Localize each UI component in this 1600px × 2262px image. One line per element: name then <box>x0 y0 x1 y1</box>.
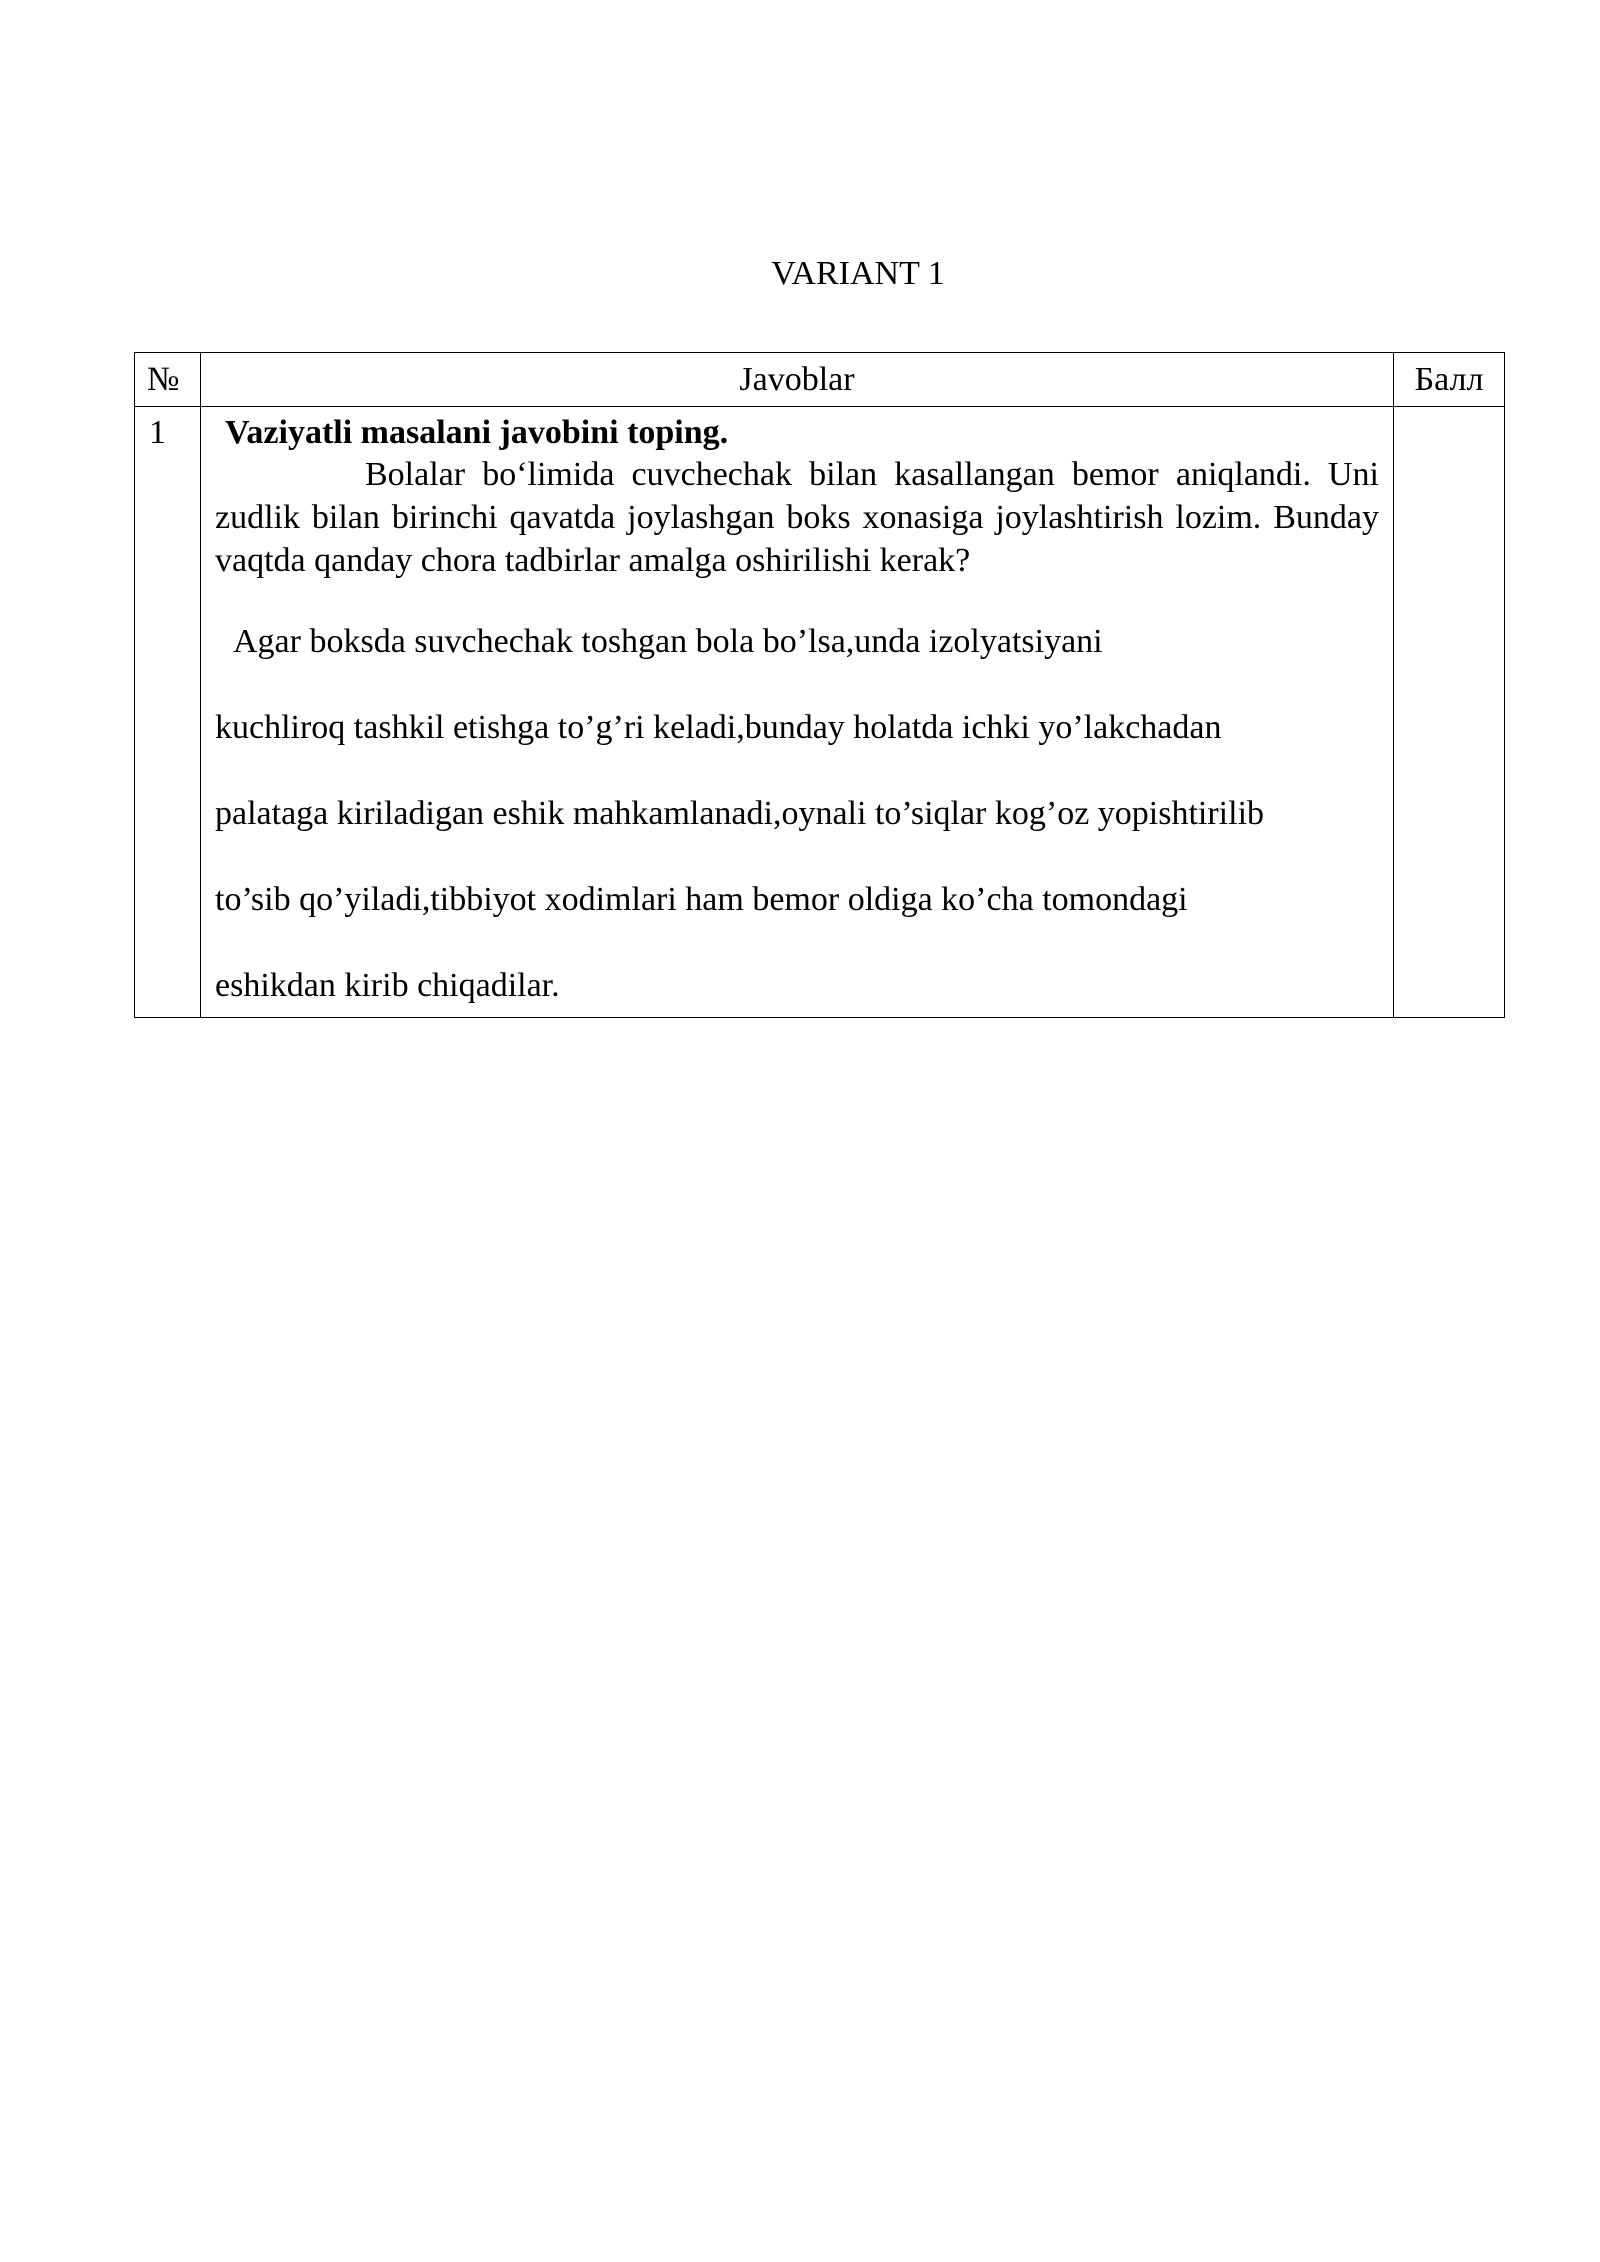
answer-line: to’sib qo’yiladi,tibbiyot xodimlari ham bemor oldiga ko’cha tomondagi <box>215 881 1188 918</box>
answer-line: kuchliroq tashkil etishga to’g’ri keladi,bunday holatda ichki yo’lakchadan <box>215 709 1222 746</box>
question-title: Vaziyatli masalani javobini toping. <box>225 414 729 451</box>
column-header-answers: Javoblar <box>201 353 1394 407</box>
answer-line: eshikdan kirib chiqadilar. <box>215 967 560 1004</box>
answer-line: Agar boksda suvchechak toshgan bola bo’lsa,unda izolyatsiyani <box>233 623 1103 660</box>
column-header-score: Балл <box>1394 353 1505 407</box>
answer-table <box>134 352 1505 1018</box>
question-text: Bolalar bo‘limida cuvchechak bilan kasallangan bemor aniqlandi. Uni zudlik bilan birinchi qavatda joylashgan boks xonasiga joylashtirish lozim. Bunday vaqtda qanday chora tadbirlar amalga oshirilishi kerak? <box>215 456 1379 579</box>
page-title: VARIANT 1 <box>771 255 945 292</box>
answer-line: palataga kiriladigan eshik mahkamlanadi,oynali to’siqlar kog’oz yopishtirilib <box>215 795 1265 832</box>
answer-cell <box>201 407 1394 1018</box>
table-row <box>135 407 1505 1018</box>
answer-text <box>215 622 1379 1014</box>
row-number: 1 <box>135 407 201 1018</box>
table-header-row <box>135 353 1505 407</box>
score-cell <box>1394 407 1505 1018</box>
column-header-number: № <box>135 353 201 407</box>
